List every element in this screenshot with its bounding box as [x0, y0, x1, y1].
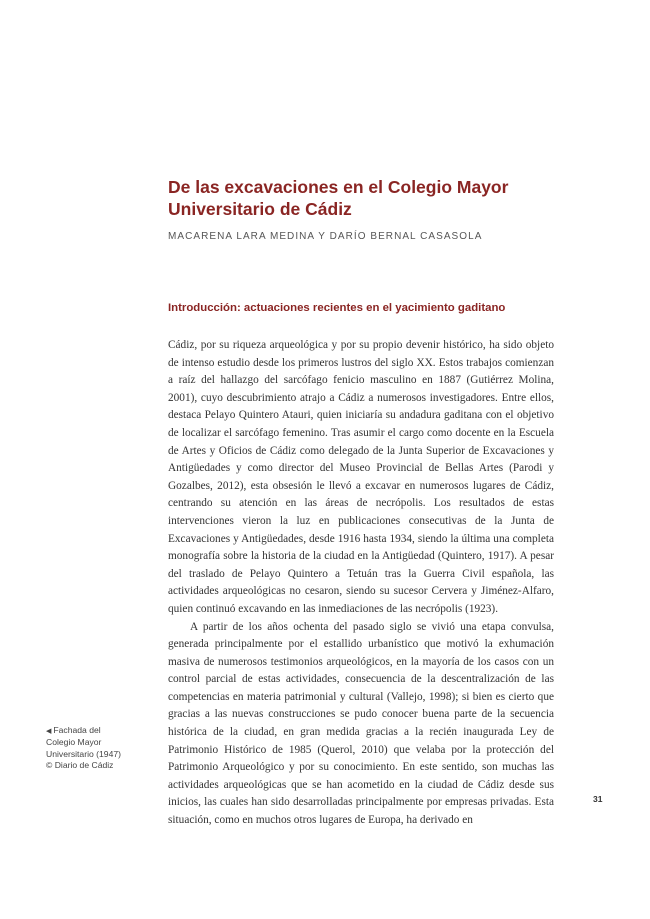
article-body: [168, 337, 554, 830]
caption-line: Colegio Mayor: [46, 737, 102, 748]
caption-line: Universitario (1947): [46, 748, 121, 759]
page-number: 31: [593, 794, 603, 804]
body-paragraph: A partir de los años ochenta del pasado siglo se vivió una etapa convulsa, generada principalmente por el estallido urbanístico que motivó la exhumación masiva de numerosos testimonios arqueológicos, en la mayoría de los casos con un control parcial de estas actividades, consecuencia de la descentralización de las competencias en materia patrimonial y cultural (Vallejo, 1998); si bien es cierto que gracias a las nuevas construcciones se pudo conocer buena parte de la secuencia histórica de la ciudad, en gran medida gracias a la recién inaugurada Ley de Patrimonio Histórico de 1985 (Querol, 2010) que velaba por la protección del Patrimonio Arqueológico y por su conocimiento. En este sentido, son muchas las actividades arqueológicas que se han acometido en la ciudad de Cádiz desde sus inicios, las cuales han sido desarrolladas principalmente por empresas privadas. Esta situación, como en muchos otros lugares de Europa, ha derivado en: [168, 620, 554, 827]
article-title: De las excavaciones en el Colegio Mayor Universitario de Cádiz: [168, 177, 509, 219]
caption-line: © Diario de Cádiz: [46, 760, 114, 771]
caption-line: ◀ Fachada del: [46, 725, 101, 735]
figure-caption: [46, 725, 146, 772]
section-heading: Introducción: actuaciones recientes en el yacimiento gaditano: [168, 302, 506, 314]
article-authors: MACARENA LARA MEDINA Y DARÍO BERNAL CASASOLA: [168, 231, 483, 242]
body-paragraph: Cádiz, por su riqueza arqueológica y por su propio devenir histórico, ha sido objeto de intenso estudio desde los primeros lustros del siglo XX. Estos trabajos comienzan a raíz del hallazgo del sarcófago fenicio masculino en 1887 (Gutiérrez Molina, 2001), cuyo descubrimiento atrajo a Cádiz a numerosos investigadores. Entre ellos, destaca Pelayo Quintero Atauri, quien iniciaría su andadura gaditana con el objetivo de localizar el sarcófago femenino. Tras asumir el cargo como docente en la Escuela de Artes y Oficios de Cádiz como delegado de la Junta Superior de Excavaciones y Antigüedades y como director del Museo Provincial de Bellas Artes (Parodi y Gozalbes, 2012), esta obsesión le llevó a excavar en numerosos lugares de Cádiz, centrando su atención en las áreas de necrópolis. Los resultados de estas intervenciones vieron la luz en publicaciones consecutivas de la Junta de Excavaciones y Antigüedades, desde 1916 hasta 1934, siendo la última una completa monografía sobre la historia de la ciudad en la Antigüedad (Quintero, 1917). A pesar del traslado de Pelayo Quintero a Tetuán tras la Guerra Civil española, las actividades arqueológicas no cesaron, siendo su sucesor Cervera y Jiménez-Alfaro, quien continuó excavando en las inmediaciones de las necrópolis (1923).: [168, 339, 554, 615]
left-triangle-icon: ◀: [46, 728, 52, 735]
